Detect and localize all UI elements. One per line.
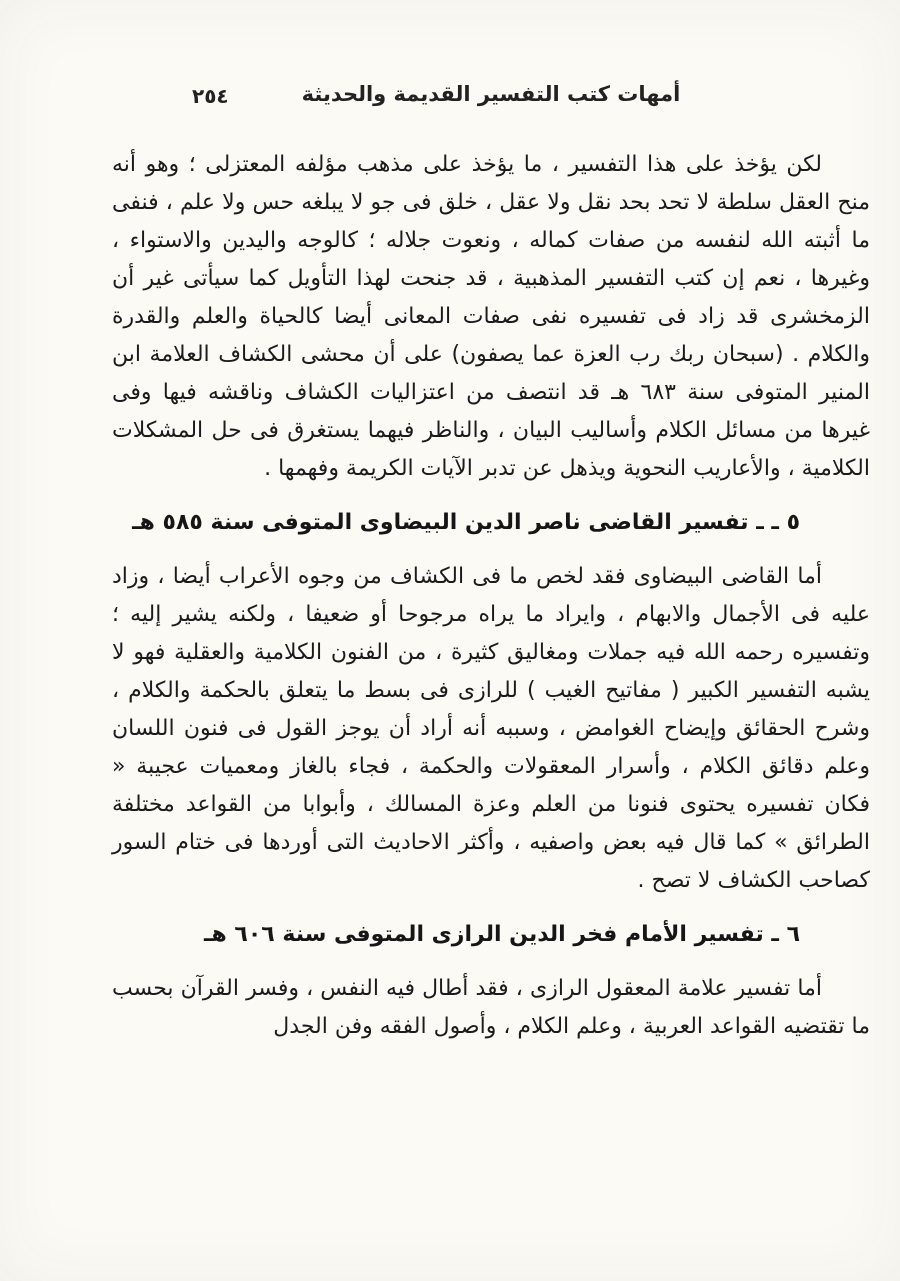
section-heading-razi: ٦ ـ تفسير الأمام فخر الدين الرازى المتوفى سنة ٦٠٦ هـ xyxy=(203,922,800,947)
page-body xyxy=(112,146,870,1060)
paragraph-razi: أما تفسير علامة المعقول الرازى ، فقد أطال فيه النفس ، وفسر القرآن بحسب ما تقتضيه القواعد العربية ، وعلم الكلام ، وأصول الفقه وفن الجدل xyxy=(112,976,870,1039)
paragraph-kashshaf-critique: لكن يؤخذ على هذا التفسير ، ما يؤخذ على مذهب مؤلفه المعتزلى ؛ وهو أنه منح العقل سلطة لا تحد بحد نقل ولا عقل ، خلق فى جو لا يبلغه حس ولا علم ، فنفى ما أثبته الله لنفسه من صفات كماله ، ونعوت جلاله ؛ كالوجه واليدين والاستواء ، وغيرها ، نعم إن كتب التفسير المذهبية ، قد جنحت لهذا التأويل كما سيأتى غير أن الزمخشرى قد زاد فى تفسيره نفى صفات المعانى أيضا كالحياة والعلم والقدرة والكلام . (سبحان ربك رب العزة عما يصفون) على أن محشى الكشاف العلامة ابن المنير المتوفى سنة ٦٨٣ هـ قد انتصف من اعتزاليات الكشاف وناقشه فيها وفى غيرها من مسائل الكلام وأساليب البيان ، والناظر فيهما يستغرق فى حل المشكلات الكلامية ، والأعاريب النحوية ويذهل عن تدبر الآيات الكريمة وفهمها . xyxy=(112,152,870,481)
section-heading-baydawi: ٥ ـ ـ تفسير القاضى ناصر الدين البيضاوى المتوفى سنة ٥٨٥ هـ xyxy=(132,510,800,535)
page-header xyxy=(112,82,870,122)
page-number: ٢٥٤ xyxy=(192,84,229,108)
paragraph-baydawi: أما القاضى البيضاوى فقد لخص ما فى الكشاف من وجوه الأعراب أيضا ، وزاد عليه فى الأجمال والابهام ، وايراد ما يراه مرجوحا أو ضعيفا ، ولكنه يشير إليه ؛ وتفسيره رحمه الله فيه جملات ومغاليق كثيرة ، من الفنون الكلامية والعقلية فهو لا يشبه التفسير الكبير ( مفاتيح الغيب ) للرازى فى بسط ما يتعلق بالحكمة والكلام ، وشرح الحقائق وإيضاح الغوامض ، وسببه أنه أراد أن يوجز القول فى فنون اللسان وعلم دقائق الكلام ، وأسرار المعقولات والحكمة ، فجاء بالغاز ومعميات عجيبة « فكان تفسيره يحتوى فنونا من العلم وعزة المسالك ، وأبوابا من القواعد مختلفة الطرائق » كما قال فيه بعض واصفيه ، وأكثر الاحاديث التى أوردها فى ختام السور كصاحب الكشاف لا تصح . xyxy=(112,564,870,893)
running-title: أمهات كتب التفسير القديمة والحديثة xyxy=(301,82,681,106)
